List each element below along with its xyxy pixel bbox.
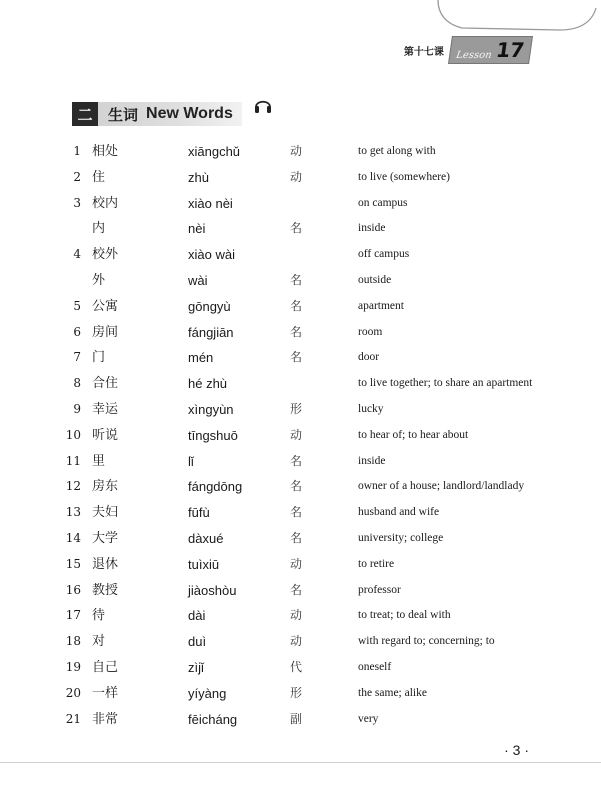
word-number: 18 xyxy=(65,634,81,649)
list-item xyxy=(0,320,601,346)
word-definition: inside xyxy=(358,454,386,467)
word-pinyin: jiàoshòu xyxy=(188,582,237,598)
word-definition: to live together; to share an apartment xyxy=(358,377,533,390)
word-pinyin: mén xyxy=(188,350,214,366)
word-definition: inside xyxy=(358,222,386,235)
section-title-english: New Words xyxy=(146,105,233,122)
word-part-of-speech: 形 xyxy=(290,685,303,700)
word-number: 10 xyxy=(65,427,81,442)
word-pinyin: zìjǐ xyxy=(188,659,204,675)
list-item xyxy=(0,629,601,655)
word-number: 13 xyxy=(65,505,81,520)
word-definition: husband and wife xyxy=(358,506,440,519)
lesson-tab xyxy=(448,36,533,64)
section-number: 二 xyxy=(72,102,98,126)
word-pinyin: nèi xyxy=(188,221,206,237)
word-pinyin: dàxué xyxy=(188,530,224,546)
word-part-of-speech: 名 xyxy=(290,479,303,494)
word-part-of-speech: 名 xyxy=(290,505,303,520)
word-definition: apartment xyxy=(358,299,404,312)
lesson-number: 17 xyxy=(494,38,526,62)
list-item xyxy=(0,242,601,268)
word-part-of-speech: 形 xyxy=(290,401,303,416)
word-hanzi: 非常 xyxy=(92,711,119,727)
word-number: 3 xyxy=(73,195,81,210)
word-hanzi: 房东 xyxy=(92,479,119,495)
word-part-of-speech: 名 xyxy=(290,272,303,287)
word-hanzi: 公寓 xyxy=(92,298,119,314)
word-hanzi: 退休 xyxy=(92,556,119,572)
word-part-of-speech: 动 xyxy=(290,634,303,649)
list-item xyxy=(0,371,601,397)
word-number: 11 xyxy=(65,453,81,468)
word-definition: owner of a house; landlord/landlady xyxy=(358,480,525,493)
word-hanzi: 大学 xyxy=(92,530,119,546)
word-hanzi: 一样 xyxy=(92,685,119,701)
word-definition: the same; alike xyxy=(358,686,427,699)
word-hanzi: 校内 xyxy=(92,195,119,211)
word-hanzi: 幸运 xyxy=(92,401,119,417)
word-part-of-speech: 动 xyxy=(290,169,303,184)
list-item xyxy=(0,345,601,371)
word-pinyin: fēicháng xyxy=(188,711,238,727)
word-number: 16 xyxy=(65,582,81,597)
word-definition: lucky xyxy=(358,402,384,415)
word-pinyin: tīngshuō xyxy=(188,427,238,443)
word-part-of-speech: 名 xyxy=(290,221,303,236)
word-hanzi: 对 xyxy=(92,634,106,650)
vocabulary-list xyxy=(0,139,601,732)
word-hanzi: 外 xyxy=(92,272,106,288)
word-pinyin: yíyàng xyxy=(188,685,227,701)
list-item xyxy=(0,552,601,578)
word-hanzi: 门 xyxy=(92,350,106,366)
list-item xyxy=(0,165,601,191)
list-item xyxy=(0,139,601,165)
word-hanzi: 内 xyxy=(92,221,106,237)
word-part-of-speech: 动 xyxy=(290,427,303,442)
headphones-icon[interactable] xyxy=(253,95,273,115)
list-item xyxy=(0,216,601,242)
word-definition: to live (somewhere) xyxy=(358,170,450,183)
word-definition: university; college xyxy=(358,531,444,544)
word-definition: outside xyxy=(358,273,392,286)
word-hanzi: 自己 xyxy=(92,659,119,675)
word-pinyin: xìngyùn xyxy=(188,401,234,417)
word-number: 9 xyxy=(73,401,81,416)
word-part-of-speech: 名 xyxy=(290,530,303,545)
word-pinyin: zhù xyxy=(188,169,209,185)
word-number: 6 xyxy=(73,324,81,339)
word-pinyin: xiào nèi xyxy=(188,195,233,211)
page-number: · 3 · xyxy=(504,742,529,758)
word-definition: to get along with xyxy=(358,145,436,157)
word-number: 4 xyxy=(73,247,81,262)
word-part-of-speech: 名 xyxy=(290,298,303,313)
word-pinyin: wài xyxy=(188,272,208,288)
word-definition: off campus xyxy=(358,248,410,261)
list-item xyxy=(0,500,601,526)
list-item xyxy=(0,397,601,423)
word-number: 19 xyxy=(65,659,81,674)
word-number: 7 xyxy=(73,350,81,365)
word-number: 2 xyxy=(73,169,81,184)
list-item xyxy=(0,603,601,629)
list-item xyxy=(0,294,601,320)
lesson-header xyxy=(404,36,531,64)
word-pinyin: gōngyù xyxy=(188,298,231,314)
list-item xyxy=(0,191,601,217)
word-hanzi: 待 xyxy=(92,608,106,624)
word-pinyin: hé zhù xyxy=(188,376,228,392)
word-part-of-speech: 动 xyxy=(290,608,303,623)
section-title xyxy=(72,102,242,126)
word-hanzi: 听说 xyxy=(92,427,119,443)
word-pinyin: duì xyxy=(188,634,207,650)
word-number: 20 xyxy=(65,685,81,700)
word-part-of-speech: 名 xyxy=(290,582,303,597)
word-pinyin: fángjiān xyxy=(188,324,234,340)
list-item xyxy=(0,655,601,681)
word-part-of-speech: 名 xyxy=(290,453,303,468)
word-number: 5 xyxy=(73,298,81,313)
word-number: 8 xyxy=(73,376,81,391)
word-part-of-speech: 副 xyxy=(290,711,303,726)
list-item xyxy=(0,578,601,604)
word-hanzi: 住 xyxy=(92,169,106,185)
word-definition: very xyxy=(358,712,379,725)
word-part-of-speech: 名 xyxy=(290,324,303,339)
list-item xyxy=(0,474,601,500)
footer-divider xyxy=(0,762,601,763)
word-number: 12 xyxy=(65,479,81,494)
word-number: 1 xyxy=(73,144,81,158)
lesson-word: Lesson xyxy=(455,50,493,61)
word-pinyin: tuìxiū xyxy=(188,556,220,572)
list-item xyxy=(0,526,601,552)
word-number: 14 xyxy=(65,530,81,545)
word-hanzi: 校外 xyxy=(92,247,119,263)
word-pinyin: fángdōng xyxy=(188,479,243,495)
word-pinyin: lǐ xyxy=(188,453,194,469)
lesson-chinese-title: 第十七课 xyxy=(403,46,444,58)
word-pinyin: fūfù xyxy=(188,505,210,521)
word-number: 21 xyxy=(65,711,81,726)
word-hanzi: 合住 xyxy=(92,376,119,392)
list-item xyxy=(0,681,601,707)
word-part-of-speech: 名 xyxy=(290,350,303,365)
word-definition: to retire xyxy=(358,557,395,570)
word-pinyin: xiāngchǔ xyxy=(188,144,241,159)
word-hanzi: 教授 xyxy=(92,582,119,598)
word-number: 15 xyxy=(65,556,81,571)
word-definition: to hear of; to hear about xyxy=(358,428,469,441)
list-item xyxy=(0,449,601,475)
word-hanzi: 相处 xyxy=(92,144,119,159)
word-hanzi: 里 xyxy=(92,453,106,469)
section-title-chinese: 生词 xyxy=(108,105,139,124)
word-definition: professor xyxy=(358,583,401,596)
word-hanzi: 夫妇 xyxy=(92,505,119,521)
word-part-of-speech: 代 xyxy=(290,659,303,674)
word-pinyin: xiào wài xyxy=(188,247,235,263)
word-definition: on campus xyxy=(358,196,408,209)
list-item xyxy=(0,707,601,733)
word-definition: oneself xyxy=(358,660,392,673)
word-part-of-speech: 动 xyxy=(290,556,303,571)
word-definition: room xyxy=(358,325,383,338)
word-number: 17 xyxy=(65,608,81,623)
word-definition: with regard to; concerning; to xyxy=(358,635,495,648)
list-item xyxy=(0,268,601,294)
word-part-of-speech: 动 xyxy=(290,144,303,158)
word-pinyin: dài xyxy=(188,608,206,624)
word-definition: door xyxy=(358,351,380,364)
word-definition: to treat; to deal with xyxy=(358,609,451,622)
list-item xyxy=(0,423,601,449)
word-hanzi: 房间 xyxy=(92,324,119,340)
